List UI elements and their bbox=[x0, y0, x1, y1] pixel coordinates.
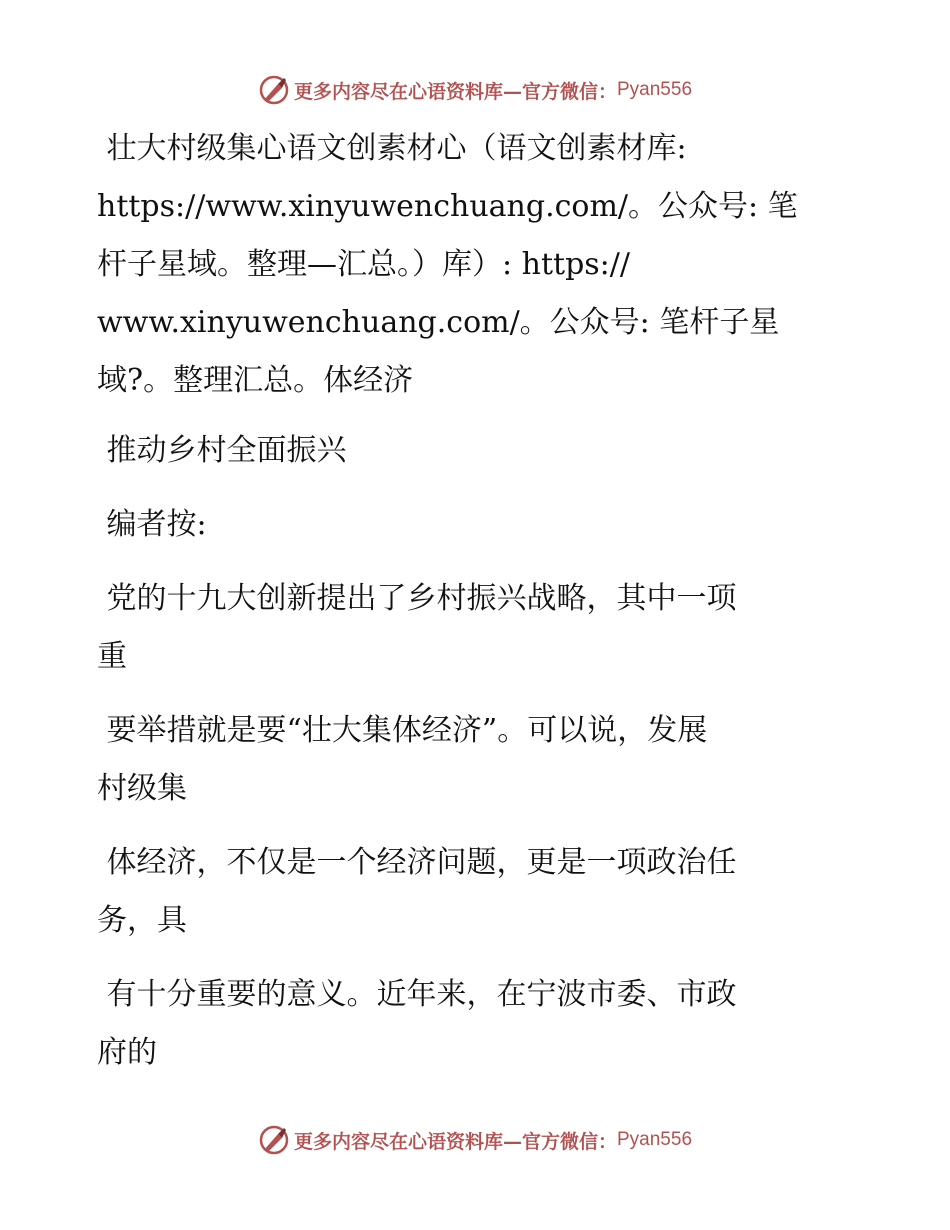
footer-wechat-id: Pyan556 bbox=[617, 1129, 693, 1150]
paragraph-2 bbox=[97, 422, 837, 480]
document-body bbox=[97, 120, 837, 1098]
line: 府的 bbox=[97, 1035, 157, 1070]
line: 编者按: bbox=[97, 507, 207, 542]
header-banner-text: 更多内容尽在心语资料库—官方微信： bbox=[293, 80, 617, 103]
paragraph-3 bbox=[97, 496, 837, 554]
pen-logo-icon bbox=[258, 1124, 290, 1156]
paragraph-1 bbox=[97, 120, 837, 410]
line: 域?。整理汇总。体经济 bbox=[97, 363, 414, 398]
line: 体经济，不仅是一个经济问题，更是一项政治任 bbox=[97, 845, 737, 880]
line: 有十分重要的意义。近年来，在宁波市委、市政 bbox=[97, 977, 737, 1012]
paragraph-7 bbox=[97, 966, 837, 1082]
line: 务，具 bbox=[97, 903, 187, 938]
line: 村级集 bbox=[97, 771, 187, 806]
line: 杆子星域。整理—汇总。）库）: https:// bbox=[97, 247, 630, 282]
header-wechat-id: Pyan556 bbox=[617, 79, 693, 100]
line: 推动乡村全面振兴 bbox=[97, 433, 347, 468]
line: www.xinyuwenchuang.com/。公众号: 笔杆子星 bbox=[97, 305, 780, 340]
line: 壮大村级集心语文创素材心（语文创素材库: bbox=[97, 131, 687, 166]
paragraph-5 bbox=[97, 702, 837, 818]
paragraph-4 bbox=[97, 570, 837, 686]
footer-banner bbox=[0, 1120, 950, 1160]
line: 要举措就是要“壮大集体经济”。可以说，发展 bbox=[97, 713, 708, 748]
footer-banner-text: 更多内容尽在心语资料库—官方微信： bbox=[293, 1130, 617, 1153]
paragraph-6 bbox=[97, 834, 837, 950]
line: https://www.xinyuwenchuang.com/。公众号: 笔 bbox=[97, 189, 798, 224]
line: 重 bbox=[97, 639, 127, 674]
line: 党的十九大创新提出了乡村振兴战略，其中一项 bbox=[97, 581, 737, 616]
pen-logo-icon bbox=[258, 74, 290, 106]
header-banner bbox=[0, 70, 950, 110]
